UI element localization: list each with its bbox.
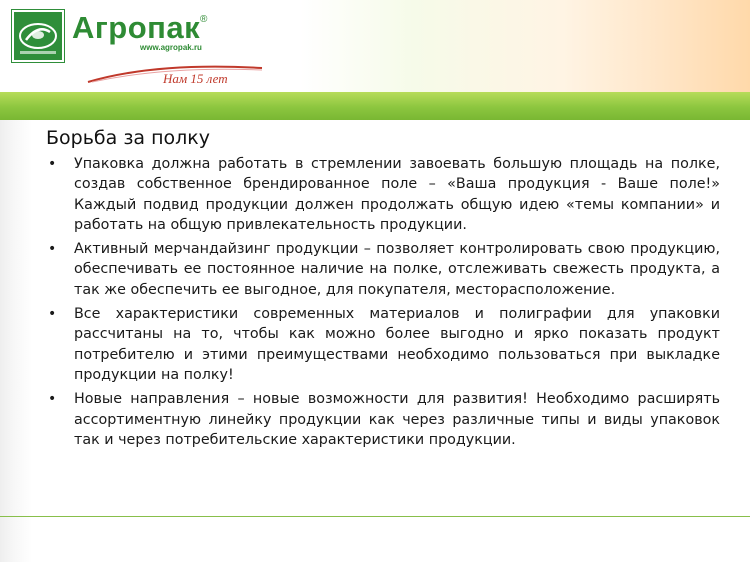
bullet-list	[48, 154, 720, 454]
slide-header	[0, 0, 750, 120]
bullet-dot: •	[48, 241, 57, 258]
header-green-band	[0, 92, 750, 120]
slide-footer	[0, 517, 750, 562]
bullet-text: Новые направления – новые возможности для развития! Необходимо расширять ассортиментную линейку продукции как через различные типы и виды упаковок так и через потребительские характеристики продукции.	[74, 391, 720, 448]
bullet-dot: •	[48, 391, 57, 408]
company-url: www.agropak.ru	[140, 43, 202, 52]
brand-name: Агропак	[72, 10, 201, 45]
bullet-text: Упаковка должна работать в стремлении завоевать большую площадь на полке, создав собственное брендированное поле – «Ваша продукция - Ваше поле!» Каждый подвид продукции должен продолжать общую идею «темы компании» и работать на общую привлекательность продукции.	[74, 156, 720, 233]
anniversary-tagline: Нам 15 лет	[163, 71, 228, 86]
slide-title: Борьба за полку	[46, 127, 211, 149]
bullet-item	[48, 389, 720, 450]
bullet-dot: •	[48, 306, 57, 323]
company-logo-icon	[12, 10, 64, 62]
bullet-text: Все характеристики современных материалов и полиграфии для упаковки рассчитаны на то, чтобы как можно более выгодно и ярко показать продукт потребителю и этими преимуществами необходимо пользоваться при выкладке продукции на полку!	[74, 306, 720, 383]
registered-mark: ®	[200, 14, 208, 25]
bullet-text: Активный мерчандайзинг продукции – позволяет контролировать свою продукцию, обеспечивать ее постоянное наличие на полке, отслеживать свежесть продукта, а так же обеспечить ее выгодное, для покупателя, месторасположение.	[74, 241, 720, 298]
bullet-dot: •	[48, 156, 57, 172]
bullet-item	[48, 154, 720, 235]
bullet-item	[48, 239, 720, 300]
bullet-item	[48, 304, 720, 385]
